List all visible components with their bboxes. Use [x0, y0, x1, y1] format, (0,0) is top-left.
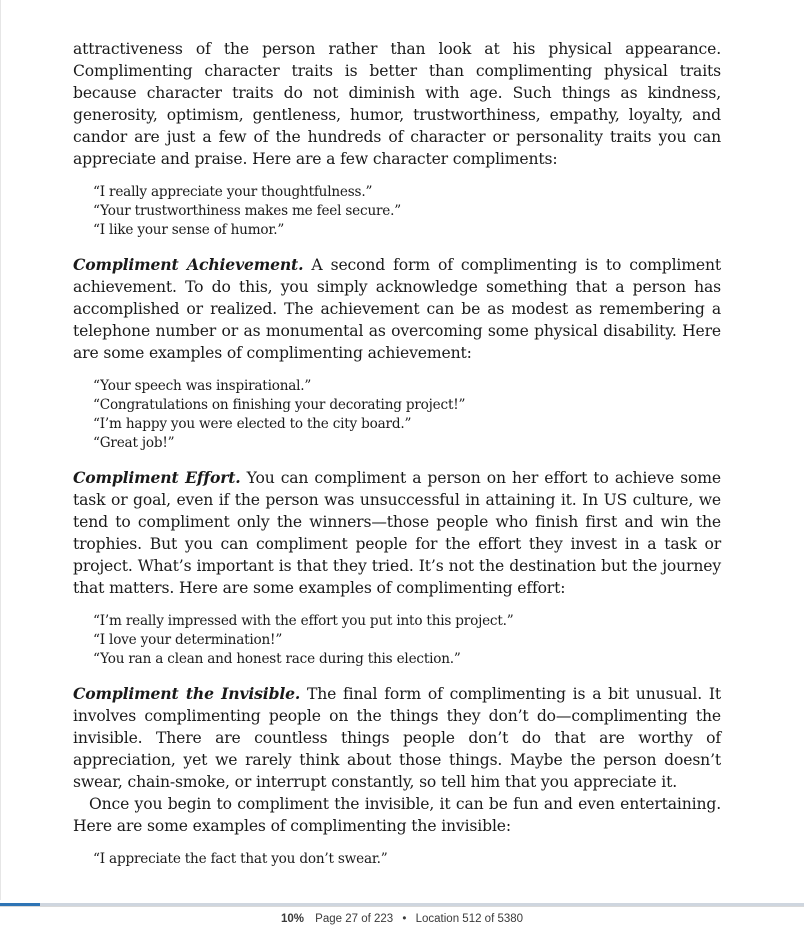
paragraph-achievement — [73, 254, 721, 364]
progress-percent: 10% — [280, 913, 304, 925]
page-indicator: Page 27 of 223 — [315, 913, 394, 925]
quote-list-effort — [93, 612, 721, 669]
section-heading-effort: Compliment Effort. — [73, 468, 241, 487]
book-page — [73, 38, 721, 883]
quote-item: “Congratulations on finishing your decorating project!” — [93, 397, 466, 413]
quote-list-character — [93, 183, 721, 240]
quote-item: “I really appreciate your thoughtfulness.” — [93, 184, 373, 200]
quote-item: “I love your determination!” — [93, 632, 283, 648]
status-separator: • — [402, 913, 407, 925]
quote-item: “Your speech was inspirational.” — [93, 378, 312, 394]
reading-status — [0, 913, 804, 925]
quote-item: “Great job!” — [93, 435, 175, 451]
section-text-effort: You can compliment a person on her effort to achieve some task or goal, even if the person was unsuccessful in attaining it. In US culture, we tend to compliment only the winners—those people who finish first and win the trophies. But you can compliment people for the effort they invest in a task or project. What’s important is that they tried. It’s not the destination but the journey that matters. Here are some examples of complimenting effort: — [73, 469, 721, 597]
quote-item: “I’m really impressed with the effort you put into this project.” — [93, 613, 514, 629]
section-text-invisible: The final form of complimenting is a bit unusual. It involves complimenting people on the things they don’t do—complimenting the invisible. There are countless things people don’t do that are worthy of appreciation, yet we rarely think about those things. Maybe the person doesn’t swear, chain-smoke, or interrupt constantly, so tell him that you appreciate it. — [73, 685, 721, 791]
paragraph-character-traits: attractiveness of the person rather than look at his physical appearance. Complimenting character traits is better than complimenting physical traits because character traits do not diminish with age. Such things as kindness, generosity, optimism, gentleness, humor, trustworthiness, empathy, loyalty, and candor are just a few of the hundreds of character or personality traits you can appreciate and praise. Here are a few character compliments: — [73, 40, 721, 168]
footer-divider — [0, 906, 804, 907]
quote-item: “I like your sense of humor.” — [93, 222, 285, 238]
quote-item: “I’m happy you were elected to the city board.” — [93, 416, 412, 432]
paragraph-effort — [73, 467, 721, 599]
section-heading-achievement: Compliment Achievement. — [73, 255, 304, 274]
quote-item: “I appreciate the fact that you don’t swear.” — [93, 851, 388, 867]
page-left-edge — [0, 0, 1, 900]
reader-footer — [0, 900, 804, 930]
paragraph-invisible — [73, 683, 721, 793]
paragraph-invisible-examples: Once you begin to compliment the invisible, it can be fun and even entertaining. Here are some examples of complimenting the invisible: — [73, 795, 721, 835]
quote-list-achievement — [93, 377, 721, 453]
quote-item: “You ran a clean and honest race during this election.” — [93, 651, 461, 667]
section-heading-invisible: Compliment the Invisible. — [73, 684, 301, 703]
quote-list-invisible — [93, 850, 721, 869]
quote-item: “Your trustworthiness makes me feel secure.” — [93, 203, 402, 219]
location-indicator: Location 512 of 5380 — [415, 913, 524, 925]
section-text-achievement: A second form of complimenting is to compliment achievement. To do this, you simply acknowledge something that a person has accomplished or realized. The achievement can be as modest as remembering a telephone number or as monumental as overcoming some physical disability. Here are some examples of complimenting achievement: — [73, 256, 721, 362]
